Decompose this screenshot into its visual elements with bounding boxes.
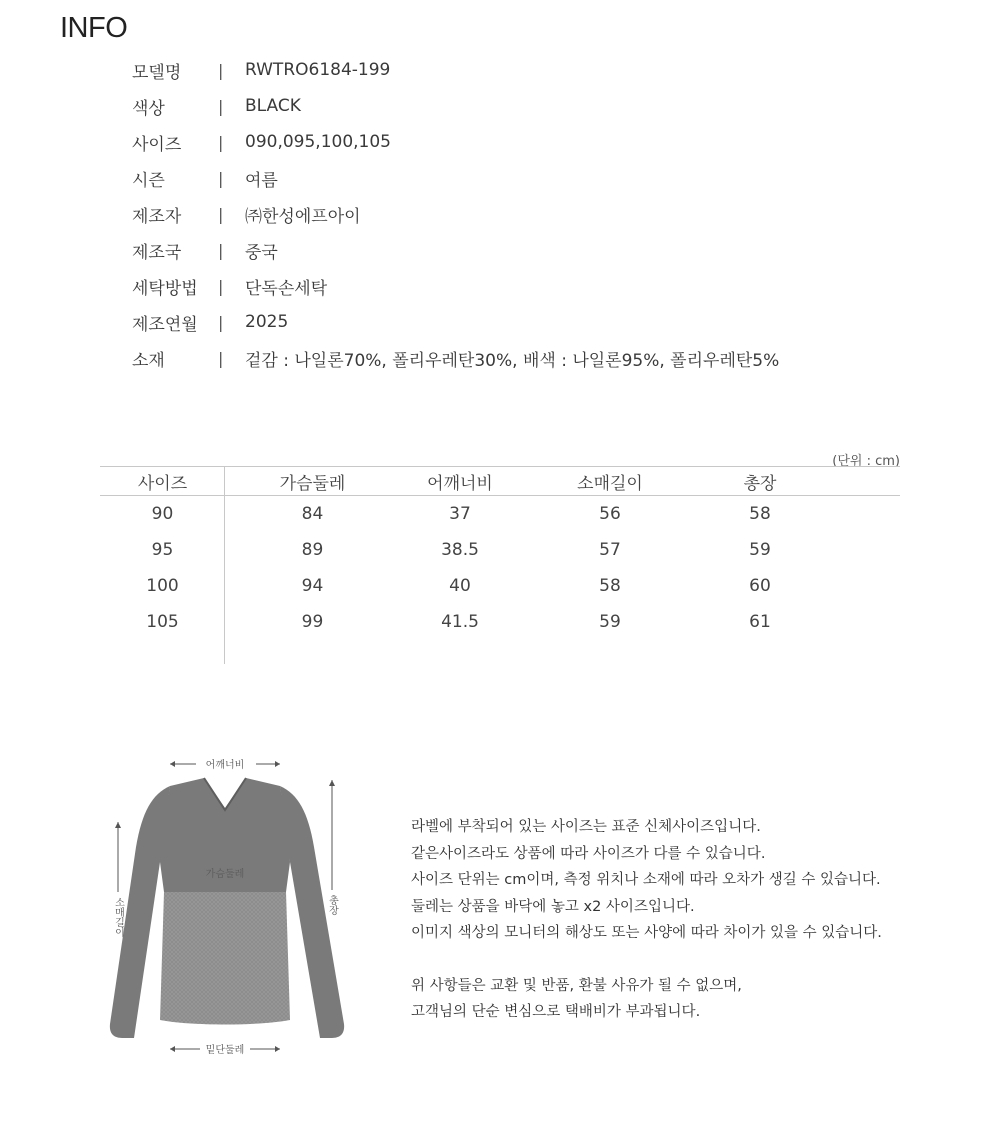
table-cell: 90 [151,504,174,524]
note-spacer [411,947,971,973]
header-cell: 총장 [743,473,777,494]
table-row [100,568,900,604]
info-row-date [132,304,932,340]
info-row-wash [132,268,932,304]
info-row-color [132,88,932,124]
size-notes [411,814,971,1026]
info-separator: | [218,312,224,332]
info-row-country [132,232,932,268]
note-line: 라벨에 부착되어 있는 사이즈는 표준 신체사이즈입니다. [411,819,761,835]
table-cell: 56 [599,504,621,524]
table-row [100,496,900,532]
arrowhead [170,1046,175,1052]
arrowhead [170,761,175,767]
table-cell: 99 [301,612,324,632]
info-label: 제조국 [132,242,182,263]
table-cell: 59 [599,612,621,632]
info-value: 단독손세탁 [245,278,328,299]
page-title: INFO [60,12,128,44]
table-cell: 84 [301,504,324,524]
info-row-manufacturer [132,196,932,232]
note-line: 둘레는 상품을 바닥에 놓고 x2 사이즈입니다. [411,898,695,915]
note-line: 고객님의 단순 변심으로 택배비가 부과됩니다. [411,1004,701,1020]
note-line: 이미지 색상의 모니터의 해상도 또는 사양에 따라 차이가 있을 수 있습니다. [411,925,882,941]
table-cell: 58 [599,576,621,596]
info-separator: | [218,240,224,260]
info-separator: | [218,60,224,80]
info-value: 여름 [245,170,278,191]
info-label: 사이즈 [132,134,182,155]
table-cell: 59 [749,540,771,560]
table-row [100,604,900,640]
info-separator: | [218,348,224,368]
header-cell: 어깨너비 [427,473,493,494]
info-row-material [132,340,932,376]
arrowhead [275,1046,280,1052]
garment-measurement-diagram [100,752,350,1062]
sleeve-label: 소매길이 [112,897,124,937]
length-label: 총장 [326,895,338,915]
info-label: 시즌 [132,170,165,191]
table-cell: 100 [146,576,179,596]
size-table [100,466,900,640]
note-line: 사이즈 단위는 cm이며, 측정 위치나 소재에 따라 오차가 생길 수 있습니다. [411,872,881,888]
info-label: 모델명 [132,62,182,83]
header-cell: 사이즈 [137,473,188,494]
table-cell: 60 [749,576,771,596]
arrowhead [115,822,121,828]
table-cell: 105 [146,612,179,632]
hem-label: 밑단둘레 [205,1045,245,1056]
info-separator: | [218,96,224,116]
table-cell: 89 [301,540,324,560]
info-value: RWTRO6184-199 [245,60,391,80]
product-info-list [132,52,932,376]
chest-label: 가슴둘레 [205,869,245,880]
table-cell: 58 [749,504,771,524]
header-cell: 가슴둘레 [279,473,346,494]
info-separator: | [218,168,224,188]
note-line: 같은사이즈라도 상품에 따라 사이즈가 다를 수 있습니다. [411,845,766,862]
info-label: 제조연월 [132,314,198,335]
arrowhead [275,761,280,767]
shoulder-label: 어깨너비 [205,760,245,771]
info-label: 색상 [132,98,165,119]
info-label: 제조자 [132,206,182,227]
info-value: 2025 [245,312,289,332]
table-cell: 38.5 [441,540,479,560]
table-cell: 95 [151,540,174,560]
info-value: 중국 [245,242,278,263]
info-label: 세탁방법 [132,278,198,299]
table-cell: 61 [749,612,771,632]
table-cell: 37 [449,504,471,524]
info-value: 겉감 : 나일론70%, 폴리우레탄30%, 배색 : 나일론95%, 폴리우레탄5% [245,350,780,371]
info-separator: | [218,132,224,152]
table-row [100,532,900,568]
info-separator: | [218,276,224,296]
info-value: BLACK [245,96,301,116]
info-separator: | [218,204,224,224]
info-row-size [132,124,932,160]
unit-label: (단위 : cm) [832,454,900,469]
arrowhead [329,780,335,786]
table-cell: 94 [301,576,324,596]
info-row-season [132,160,932,196]
table-divider [224,466,225,664]
size-table-header [100,466,900,496]
info-row-model [132,52,932,88]
lower-body [160,892,290,1025]
note-line: 위 사항들은 교환 및 반품, 환불 사유가 될 수 없으며, [411,977,742,994]
info-value: 090,095,100,105 [245,132,392,152]
header-cell: 소매길이 [577,473,643,494]
shirt-illustration [100,752,350,1062]
info-label: 소재 [132,350,165,371]
table-cell: 40 [449,576,471,596]
table-cell: 41.5 [441,612,479,632]
info-value: ㈜한성에프아이 [245,206,361,227]
table-cell: 57 [599,540,621,560]
